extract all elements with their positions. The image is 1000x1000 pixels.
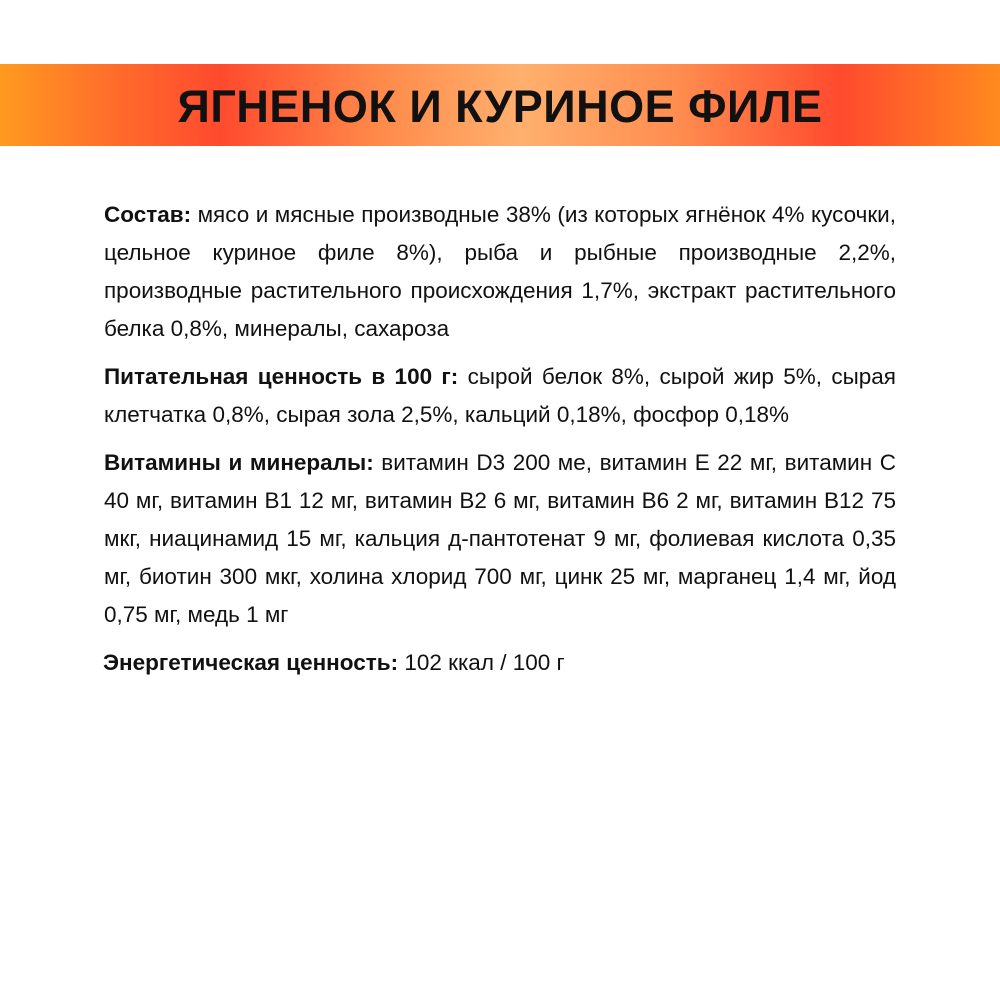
- nutrition-paragraph: [104, 358, 896, 434]
- product-info: [104, 196, 896, 692]
- composition-label: Состав:: [104, 202, 192, 227]
- energy-text: 102 ккал / 100 г: [398, 650, 565, 675]
- vitamins-paragraph: [104, 444, 896, 634]
- nutrition-label: Питательная ценность в 100 г:: [104, 364, 459, 389]
- vitamins-text: витамин D3 200 ме, витамин Е 22 мг, витамин С 40 мг, витамин В1 12 мг, витамин В2 6 мг, витамин В6 2 мг, витамин В12 75 мкг, ниацинамид 15 мг, кальция д-пантотенат 9 мг, фолиевая кислота 0,35 мг, биотин 300 мкг, холина хлорид 700 мг, цинк 25 мг, марганец 1,4 мг, йод 0,75 мг, медь 1 мг: [104, 450, 896, 627]
- nutrition-text: сырой белок 8%, сырой жир 5%, сырая клетчатка 0,8%, сырая зола 2,5%, кальций 0,18%, фосфор 0,18%: [104, 364, 896, 427]
- composition-text: мясо и мясные производные 38% (из которых ягнёнок 4% кусочки, цельное куриное филе 8%), рыба и рыбные производные 2,2%, производные растительного происхождения 1,7%, экстракт растительного белка 0,8%, минералы, сахароза: [104, 202, 896, 341]
- energy-paragraph: [103, 644, 896, 682]
- vitamins-label: Витамины и минералы:: [104, 450, 374, 475]
- title-banner: [0, 64, 1000, 146]
- energy-label: Энергетическая ценность:: [103, 650, 399, 675]
- product-title: ЯГНЕНОК И КУРИНОЕ ФИЛЕ: [177, 81, 823, 132]
- composition-paragraph: [104, 196, 896, 348]
